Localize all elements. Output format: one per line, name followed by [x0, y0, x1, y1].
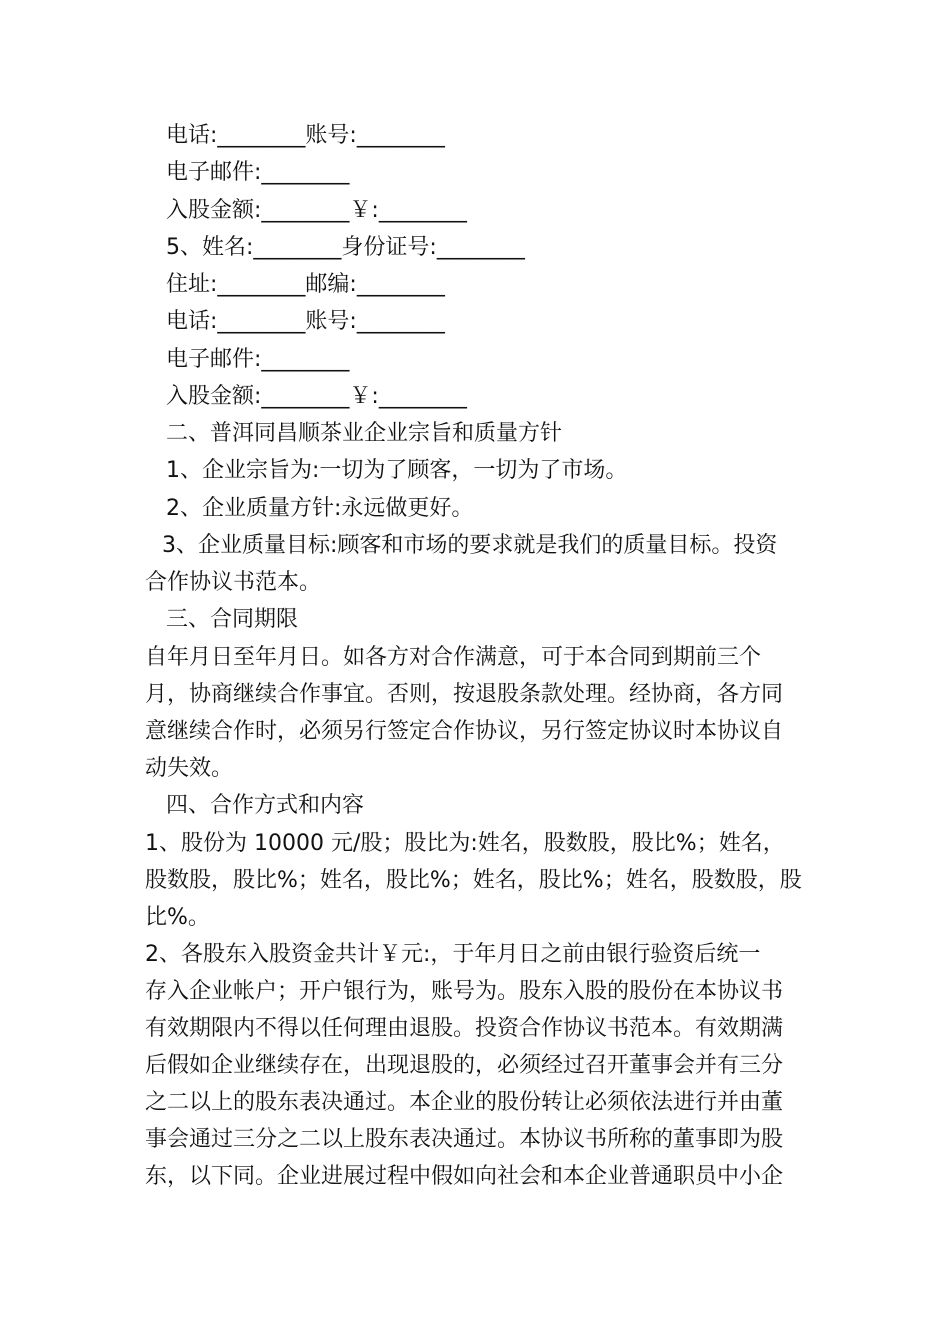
section2-item2: 2、企业质量方针:永远做更好。 — [166, 496, 474, 521]
party4-phone-line: 电话:________账号:________ — [166, 123, 445, 148]
section3-line: 月，协商继续合作事宜。否则，按退股条款处理。经协商，各方同 — [145, 682, 784, 707]
section3-paragraph — [145, 639, 807, 787]
section2-item1: 1、企业宗旨为:一切为了顾客，一切为了市场。 — [166, 458, 628, 483]
section3-line: 动失效。 — [145, 756, 234, 781]
section3-heading: 三、合同期限 — [166, 607, 299, 632]
section4-item2-line: 事会通过三分之二以上股东表决通过。本协议书所称的董事即为股 — [145, 1127, 784, 1152]
section4-item2-line: 之二以上的股东表决通过。本企业的股份转让必须依法进行并由董 — [145, 1090, 784, 1115]
section4-item2-line: 东，以下同。企业进展过程中假如向社会和本企业普通职员中小企 — [145, 1164, 784, 1189]
party5-phone-line: 电话:________账号:________ — [166, 309, 445, 334]
party5-name-line: 5、姓名:________身份证号:________ — [166, 235, 525, 260]
party5-address-line: 住址:________邮编:________ — [166, 272, 445, 297]
section3-line: 意继续合作时，必须另行签定合作协议，另行签定协议时本协议自 — [145, 719, 784, 744]
party4-email-line: 电子邮件:________ — [166, 160, 350, 185]
party5-email-line: 电子邮件:________ — [166, 347, 350, 372]
section4-item1-line: 比%。 — [145, 905, 210, 930]
section4-item2-line: 2、各股东入股资金共计￥元:，于年月日之前由银行验资后统一 — [145, 942, 761, 967]
section4-item1-line: 1、股份为 10000 元/股；股比为:姓名，股数股，股比%；姓名， — [145, 831, 785, 856]
section4-item1-line: 股数股，股比%；姓名，股比%；姓名，股比%；姓名，股数股，股 — [145, 868, 802, 893]
section4-heading: 四、合作方式和内容 — [166, 793, 365, 818]
section4-item2-paragraph — [145, 936, 807, 1195]
section2-item3-line1: 3、企业质量目标:顾客和市场的要求就是我们的质量目标。投资 — [162, 533, 778, 558]
party4-amount-line: 入股金额:________￥:________ — [166, 198, 467, 223]
section4-item2-line: 有效期限内不得以任何理由退股。投资合作协议书范本。有效期满 — [145, 1016, 784, 1041]
section3-line: 自年月日至年月日。如各方对合作满意，可于本合同到期前三个 — [145, 645, 762, 670]
section2-heading: 二、普洱同昌顺茶业企业宗旨和质量方针 — [166, 421, 563, 446]
section4-item1-paragraph — [145, 825, 807, 936]
party5-amount-line: 入股金额:________￥:________ — [166, 384, 467, 409]
section4-item2-line: 存入企业帐户；开户银行为，账号为。股东入股的股份在本协议书 — [145, 979, 784, 1004]
section2-item3-line2: 合作协议书范本。 — [145, 570, 322, 595]
section4-item2-line: 后假如企业继续存在，出现退股的，必须经过召开董事会并有三分 — [145, 1053, 784, 1078]
